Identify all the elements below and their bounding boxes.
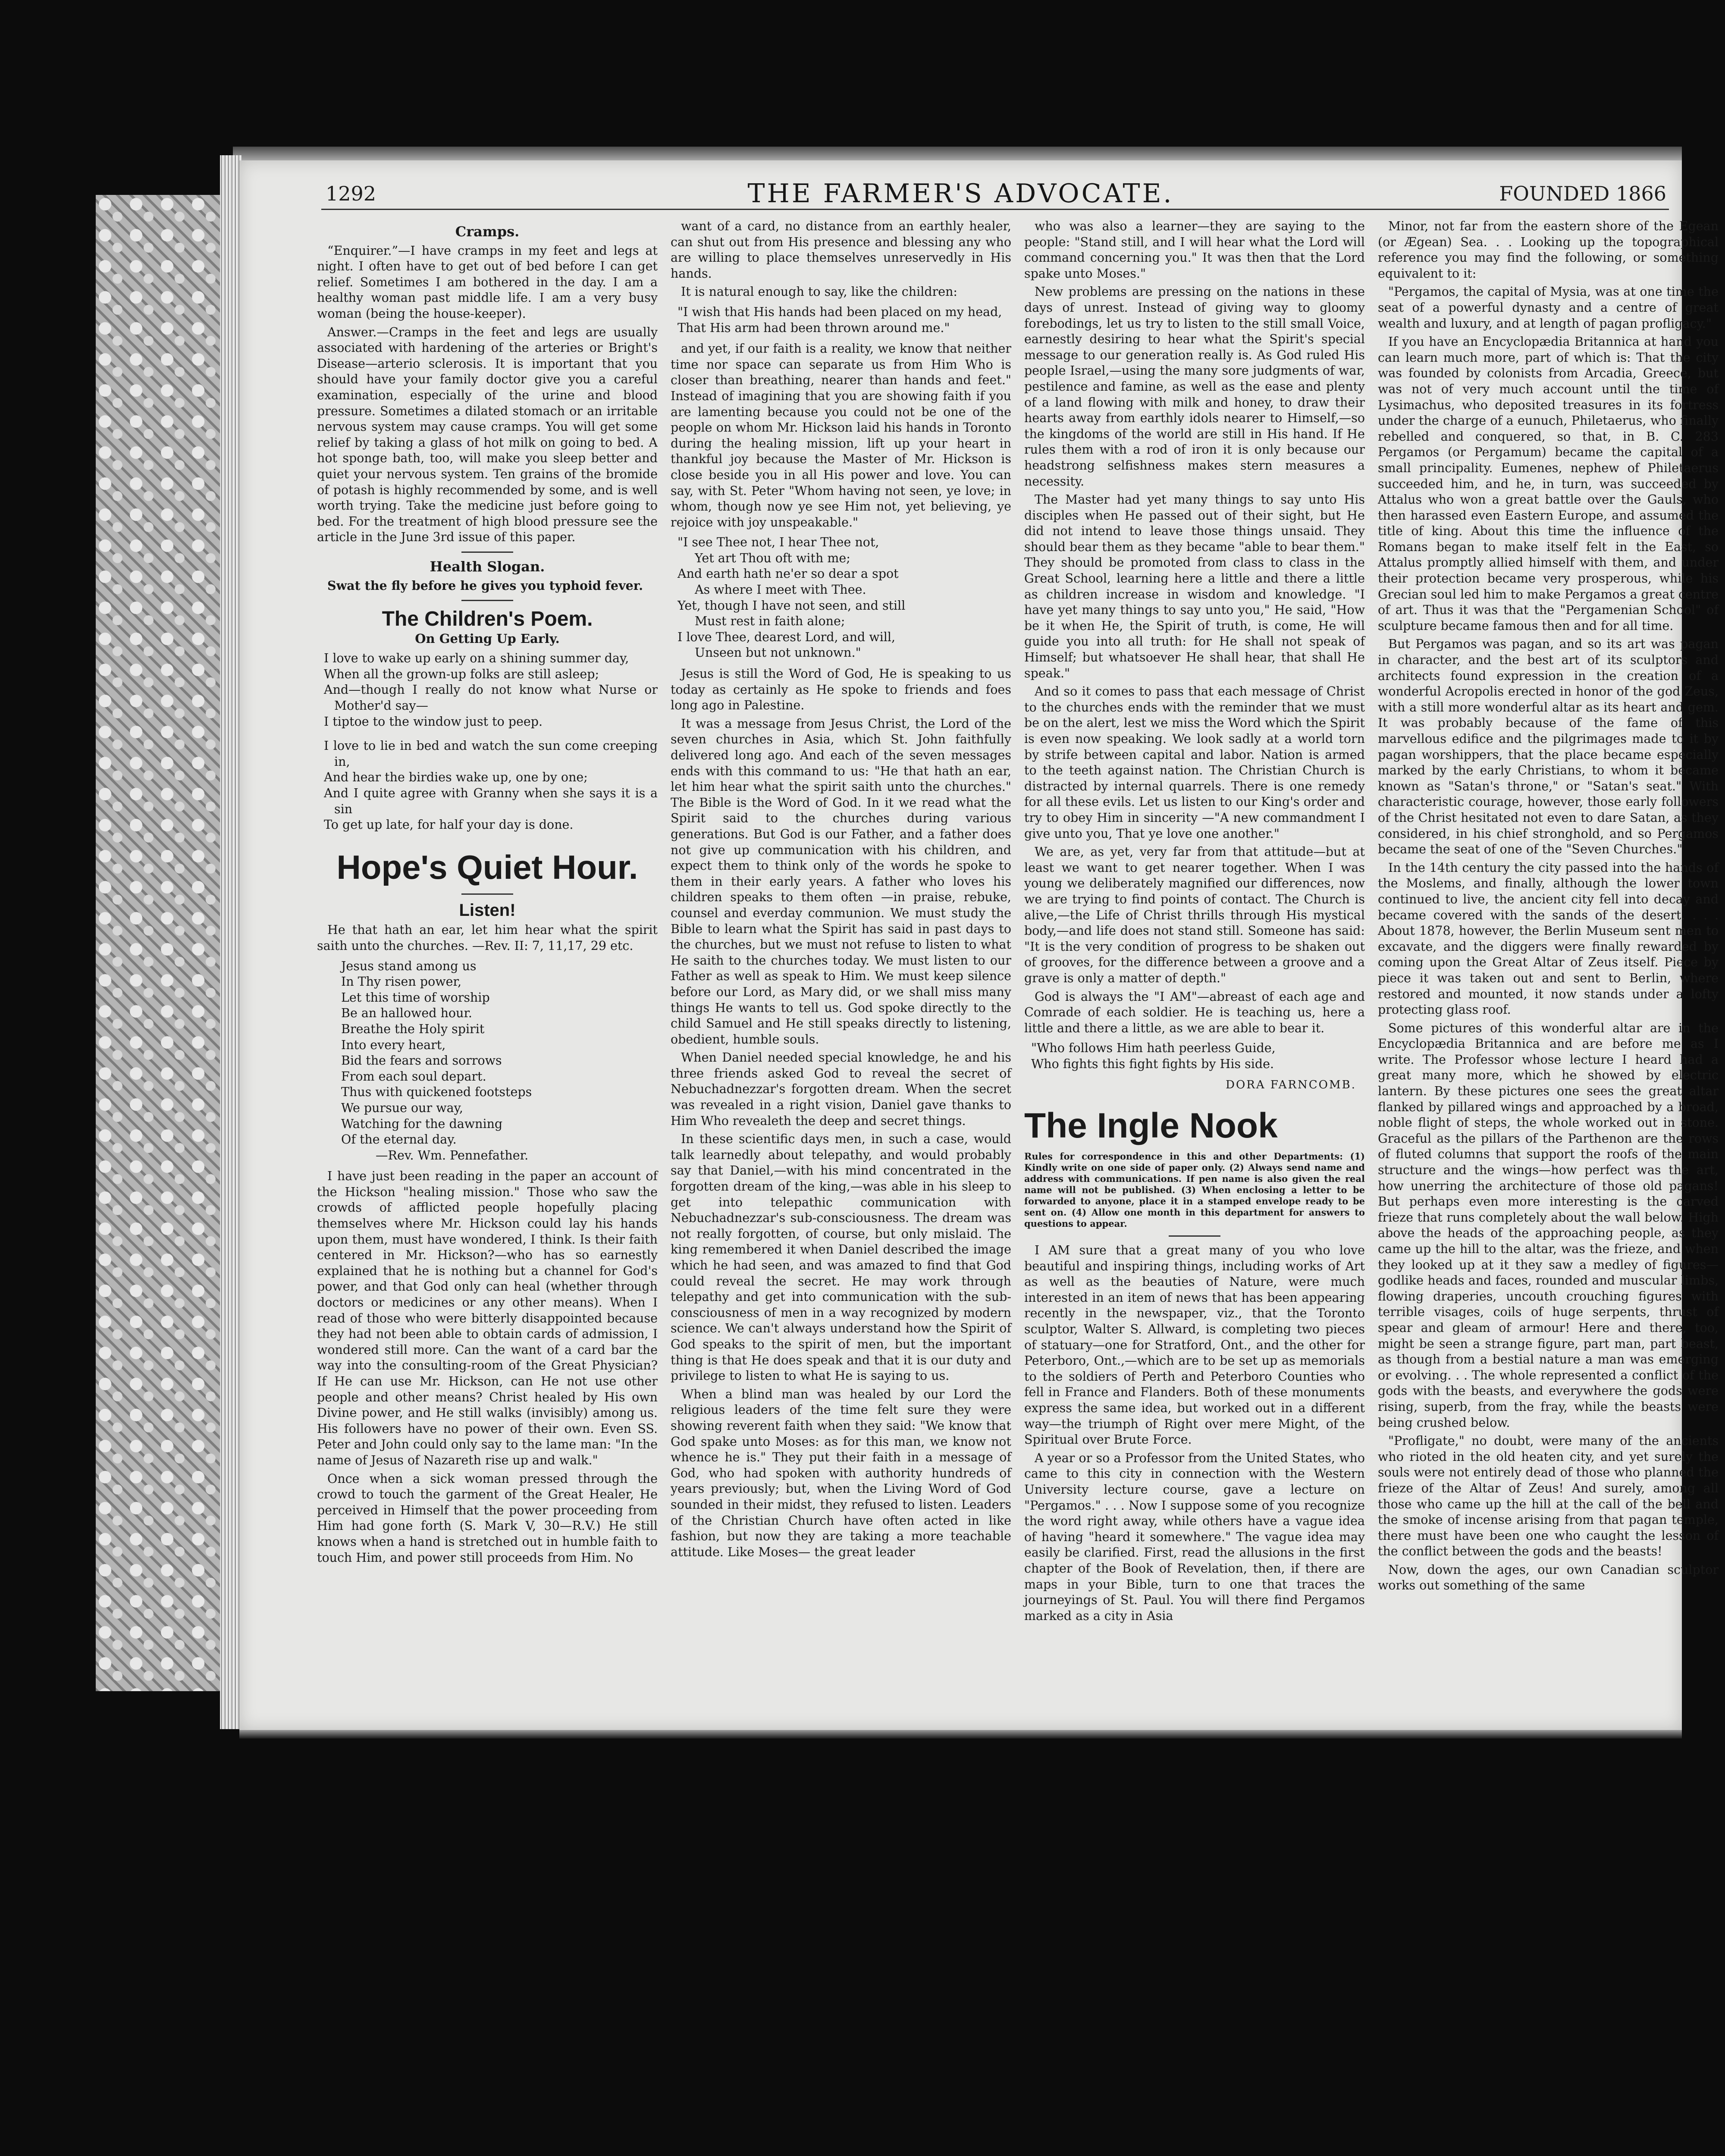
paragraph: In the 14th century the city passed into the hands of the Moslems, and finally, although the lower town continued to live, the ancient city fell into decay and became covered with the sands of the desert. . . . About 1878, however, the Berlin Museum sent men to excavate, and the diggers were finally rewarded by coming upon the Great Altar of Zeus itself. Piece by piece it was taken out and sent to Berlin, where restored and mounted, it now stands under a lofty protecting glass roof. — [1378, 860, 1719, 1017]
paragraph: God is always the "I AM"—abreast of each age and Comrade of each soldier. He is teaching us, here a little and there a little, as we are able to bear it. — [1024, 989, 1365, 1035]
poem-verse — [317, 651, 658, 833]
paragraph: I have just been reading in the paper an account of the Hickson "healing mission." Those who saw the crowds of afflicted people hopefully placing themselves where Mr. Hickson could lay his hands upon them, must have wondered, I think. Is their faith centered in Mr. Hickson?—who has so earnestly explained that he is nothing but a channel for God's power, and that God only can heal (whether through doctors or medicines or any other means). When I read of those who were bitterly disappointed because they had not been able to obtain cards of admission, I wondered still more. Can the want of a card bar the way into the consulting-room of the Great Physician? If He can use Mr. Hickson, can He not use other people and other means? Christ healed by His own Divine power, and He still walks (invisibly) among us. His followers have no power of their own. Even SS. Peter and John could only say to the lame man: "In the name of Jesus of Nazareth rise up and walk." — [317, 1169, 658, 1467]
paragraph: And so it comes to pass that each message of Christ to the churches ends with the reminder that we must be on the alert, lest we miss the Word which the Spirit is even now speaking. We look sadly at a world torn by strife between capital and labor. Nation is armed to the teeth against nation. The Christian Church is distracted by internal quarrels. There is one remedy for all these evils. Let us listen to our King's order and try to obey Him in sincerity —"A new commandment I give unto you, That ye love one another." — [1024, 684, 1365, 841]
hymn-author: —Rev. Wm. Pennefather. — [376, 1148, 529, 1163]
poem-line: And—though I really do not know what Nurse or Mother'd say— — [324, 683, 658, 713]
paragraph: and yet, if our faith is a reality, we know that neither time nor space can separate us from Him Who is closer than breathing, nearer than hands and feet." Instead of imagining that you are showing faith if you are lamenting because you could not be one of the people on whom Mr. Hickson laid his hands in Toronto during the healing mission, lift up your heart in thankful joy because the Master of Mr. Hickson is close beside you in all His power and love. You can say, with St. Peter "Whom having not seen, ye love; in whom, though now ye see Him not, yet believing, ye rejoice with joy unspeakable." — [671, 342, 1011, 530]
hymn-line: In Thy risen power, — [341, 975, 462, 989]
header-rule — [321, 209, 1669, 210]
paragraph: It is natural enough to say, like the children: — [681, 285, 958, 299]
paragraph: We are, as yet, very far from that attitude—but at least we want to get nearer together. When I was young we deliberately magnified our differences, now we are trying to find points of contact. The Church is alive,—the Life of Christ thrills through His mystical body,—and life does not stand still. Someone has said: "It is the very condition of progress to be shaken out of grooves, for the difference between a groove and a grave is only a matter of depth." — [1024, 845, 1365, 985]
page-number: 1292 — [326, 182, 376, 205]
poem-line: To get up late, for half your day is done. — [324, 818, 574, 832]
listen-heading: Listen! — [459, 900, 516, 920]
decorative-binding — [96, 195, 220, 1691]
hymn-line: Into every heart, — [341, 1037, 446, 1052]
poem-line: I love to lie in bed and watch the sun come creeping in, — [324, 739, 658, 769]
page-stack-edge — [220, 155, 242, 1729]
column-3 — [1024, 219, 1365, 1626]
paragraph: In these scientific days men, in such a case, would talk learnedly about telepathy, and would probably say that Daniel,—with his mind concentrated in the forgotten dream of the king,—was able in his sleep to get into telepathic communication with Nebuchadnezzar's sub-consciousness. The dream was not really forgotten, of course, but only mislaid. The king remembered it when Daniel described the image which he had seen, and was amazed to find that God could reveal the secret. He may work through telepathy and get into communication with the sub-consciousness of men in a way recognized by modern science. We can't always understand how the Spirit of God speaks to the spirit of men, but the important thing is that He does speak and that it is our duty and privilege to listen to what He is saying to us. — [671, 1132, 1011, 1383]
verse-line: Yet, though I have not seen, and still — [677, 598, 906, 613]
verse-line: I love Thee, dearest Lord, and will, — [677, 630, 896, 644]
poem-line: And I quite agree with Granny when she says it is a sin — [324, 786, 658, 816]
paragraph: It was a message from Jesus Christ, the Lord of the seven churches in Asia, which St. John faithfully delivered long ago. And each of the seven messages ends with this command to us: "He that hath an ear, let him hear what the spirit saith unto the churches." The Bible is the Word of God. In it we read what the Spirit said to the churches during various generations. But God is our Father, and a father does not give up communication with his children, and expect them to think only of the words he spoke to them in their early years. A father who loves his children speaks to them often —in praise, rebuke, counsel and everday communion. We must study the Bible to learn what the Spirit has said in past days to the churches, but we must not refuse to listen to what He saith to the churches today. We must listen to our Father as well as speak to Him. We must keep silence before our Lord, as Mary did, or we shall miss many things He wants to tell us. God spoke directly to the child Samuel and He still speaks directly to listening, obedient, humble souls. — [671, 716, 1011, 1047]
signature: DORA FARNCOMB. — [1226, 1078, 1356, 1092]
paragraph: Now, down the ages, our own Canadian sculptor works out something of the same — [1378, 1562, 1719, 1593]
slogan-text: Swat the fly before he gives you typhoid fever. — [327, 578, 643, 593]
paragraph: When Daniel needed special knowledge, he and his three friends asked God to reveal the secret of Nebuchadnezzar's forgotten dream. When the secret was revealed in a right vision, Daniel gave thanks to Him Who revealeth the deep and secret things. — [671, 1050, 1011, 1128]
paragraph: New problems are pressing on the nations in these days of unrest. Instead of giving way to gloomy forebodings, let us try to listen to the still small Voice, earnestly desiring to hear what the Spirit's special message to our generation really is. As God ruled His people Israel,—using the many sore judgments of war, pestilence and famine, as well as the ease and plenty of a land flowing with milk and honey, to draw their hearts away from earthly idols nearer to Himself,—so the kingdoms of the world are still in His hand. If He rules them with a rod of iron it is only because our headstrong selfishness makes stern measures a necessity. — [1024, 285, 1365, 489]
paragraph: The Master had yet many things to say unto His disciples when He passed out of their sight, but He did not intend to leave those things unsaid. They should bear them as they became "able to bear them." They should be promoted from class to class in the Great School, learning here a little and there a little as children increase in wisdom and knowledge. "I have yet many things to say unto you," He said, "How be it when He, the Spirit of truth, is come, He will guide you into all truth: for He shall not speak of Himself; but whatsoever He shall hear, that shall He speak." — [1024, 492, 1365, 680]
poem-line: I love to wake up early on a shining summer day, — [324, 651, 629, 666]
verse-line: Unseen but not unknown." — [695, 646, 861, 660]
paragraph: want of a card, no distance from an earthly healer, can shut out from His presence and blessing any who are willing to place themselves unreservedly in His hands. — [671, 219, 1011, 281]
hymn-line: Bid the fears and sorrows — [341, 1053, 502, 1068]
paragraph: If you have an Encyclopædia Britannica at hand you can learn much more, part of which is: That the city was founded by colonists from Arcadia, Greece, but was not of very much account until the time of Lysimachus, who deposited treasures in its fortress under the charge of a eunuch, Philetaerus, who finally rebelled and conquered, so that, in B. C. 283 Pergamos (or Pergamum) became the capital of a small principality. Eumenes, nephew of Philetaerus succeeded him, and he, in turn, was succeeded by Attalus who won a great battle over the Gauls, who then harassed even Eastern Europe, and assumed the title of king. About this time the influence of the Romans began to make itself felt in the East, so Attalus promptly allied himself with them, and under their protection became very prosperous, while his Grecian soul led him to make Pergamos a great centre of art. Thus it was that the "Pergamenian School" of sculpture became famous then and for all time. — [1378, 335, 1719, 633]
verse-line: "Who follows Him hath peerless Guide, — [1031, 1041, 1276, 1056]
hymn-line: Jesus stand among us — [341, 959, 477, 973]
verse-line: Yet art Thou oft with me; — [695, 551, 850, 565]
divider — [1169, 1235, 1220, 1237]
page-bottom-edge — [239, 1730, 1682, 1739]
cramps-question: “Enquirer.”—I have cramps in my feet and legs at night. I often have to get out of bed before I can get relief. Sometimes I am bothered in the day. I am a healthy woman past middle life. I am a very busy woman (being the house-keeper). — [317, 243, 658, 321]
masthead-title: THE FARMER'S ADVOCATE. — [747, 179, 1174, 209]
scripture: He that hath an ear, let him hear what the spirit saith unto the churches. —Rev. II: 7, 11,17, 29 etc. — [317, 923, 658, 953]
paragraph: Once when a sick woman pressed through the crowd to touch the garment of the Great Healer, He perceived in Himself that the power proceeding from Him had gone forth (S. Mark V, 30—R.V.) He still knows when a hand is stretched out in humble faith to touch Him, and power still proceeds from Him. No — [317, 1471, 658, 1565]
verse-line: "I see Thee not, I hear Thee not, — [677, 535, 879, 550]
paragraph: "Pergamos, the capital of Mysia, was at one time the seat of a powerful dynasty and a centre of great wealth and luxury, and at length of pagan profligacy." — [1378, 285, 1719, 331]
paragraph: When a blind man was healed by our Lord the religious leaders of the time felt sure they were showing reverent faith when they said: "We know that God spake unto Moses: as for this man, we know not whence he is." They put their faith in a message of God, who had spoken with authority hundreds of years previously; but, when the Living Word of God sounded in their midst, they refused to listen. Leaders of the Christian Church have often acted in like fashion, but now they are taking a more teachable attitude. Like Moses— the great leader — [671, 1387, 1011, 1559]
hymn-line: From each soul depart. — [341, 1069, 486, 1084]
column-1 — [317, 219, 658, 1568]
paragraph: "Profligate," no doubt, were many of the ancients who rioted in the old heaten city, and yet surely the souls were not entirely dead of those who planned the frieze of the Altar of Zeus! And surely, among all those who came up the hill at the call of the bell and the smoke of incense arising from that pagan temple, there must have been one who caught the lesson of the conflict between the gods and the beasts! — [1378, 1434, 1719, 1559]
newspaper-page — [239, 160, 1719, 1730]
poem-heading: The Children's Poem. — [382, 608, 593, 631]
verse — [1024, 1040, 1365, 1072]
poem-line: And hear the birdies wake up, one by one; — [324, 770, 588, 785]
verse — [671, 304, 1011, 336]
cramps-answer: Answer.—Cramps in the feet and legs are usually associated with hardening of the arteries or Bright's Disease—arterio sclerosis. It is important that you should have your family doctor give you a careful examination, especially of the urine and blood pressure. Sometimes a dilated stomach or an irritable nervous system may cause cramps. You will get some relief by taking a glass of hot milk on going to bed. A hot sponge bath, too, will make you sleep better and quiet your nervous system. Ten grains of the bromide of potash is highly recommended by some, and is well worth trying. Take the medicine just before going to bed. For the treatment of high blood pressure see the article in the June 3rd issue of this paper. — [317, 325, 658, 545]
verse-line: Who fights this fight fights by His side. — [1031, 1056, 1274, 1071]
paragraph: Minor, not far from the eastern shore of the Egean (or Ægean) Sea. . . Looking up the topographical reference you may find the following, or something equivalent to it: — [1378, 219, 1719, 281]
paragraph: Some pictures of this wonderful altar are in the Encyclopædia Britannica and are before me as I write. The Professor whose lecture I heard had a great many more, which he showed by electric lantern. By these pictures one sees the great altar flanked by pillared wings and approached by a broad, noble flight of steps, the whole worked out in stone. Graceful as the pillars of the Parthenon are the rows of fluted columns that support the roofs of the main structure and the wings—how perfect was the art, how unerring the architecture of those old pagans! But perhaps even more interesting is the carved frieze that runs completely about the wall below. High above the heads of the approaching people, as they came up the hill to the altar, was the frieze, and when they looked up at it they saw a medley of figures—godlike heads and faces, rounded and muscular limbs, flowing draperies, uncouth crouching figures with terrible visages, coils of huge serpents, thrust of spear and gleam of armour! Here and there, too, might be seen a strange figure, part man, part beast, as though from a bestial nature a man was emerging or evolving. . . The whole represented a conflict of the gods with the beasts, and everywhere the gods were rising, superb, from the fray, while the beasts were being crushed below. — [1378, 1021, 1719, 1430]
verse — [671, 535, 1011, 661]
paragraph: But Pergamos was pagan, and so its art was pagan in character, and the best art of its sculptors and architects found expression in the creation of a wonderful Acropolis erected in honor of the god Zeus, with a still more wonderful altar as its heart and gem. It was probably because of the fame of this marvellous edifice and the pilgrimages made to it by pagan worshippers, that the place became especially marked by the early Christians, to whom it became known as "Satan's throne," or "Satan's seat." With characteristic courage, however, those early followers of the Christ hesitated not even to dare Satan, as they considered, in his chief stronghold, and so Pergamos became the seat of one of the "Seven Churches." — [1378, 637, 1719, 857]
poem-line: I tiptoe to the window just to peep. — [324, 714, 543, 729]
column-2 — [671, 219, 1011, 1563]
correspondence-rules: Rules for correspondence in this and other Departments: (1) Kindly write on one side of paper only. (2) Always send name and address with communications. If pen name is also given the real name will not be published. (3) When enclosing a letter to be forwarded to anyone, place it in a stamped envelope ready to be sent on. (4) Allow one month in this department for answers to questions to appear. — [1024, 1151, 1365, 1229]
paragraph: A year or so a Professor from the United States, who came to this city in connection with the Western University lecture course, gave a lecture on "Pergamos." . . . Now I suppose some of you recognize the word right away, while others have a vague idea of having "heard it somewhere." The vague idea may easily be clarified. First, read the allusions in the first chapter of the Book of Revelation, then, if there are maps in your Bible, turn to one that traces the journeyings of St. Paul. You will there find Pergamos marked as a city in Asia — [1024, 1451, 1365, 1623]
hymn-line: Breathe the Holy spirit — [341, 1022, 485, 1036]
hymn-line: Of the eternal day. — [341, 1132, 457, 1147]
hymn-line: Watching for the dawning — [341, 1116, 503, 1131]
poem-line: When all the grown-up folks are still asleep; — [324, 667, 599, 681]
ingle-nook-heading: The Ingle Nook — [1024, 1106, 1278, 1146]
divider — [461, 552, 513, 553]
divider — [461, 893, 513, 895]
paragraph: who was also a learner—they are saying to the people: "Stand still, and I will hear what the Lord will command concerning you." It was then that the Lord spake unto Moses." — [1024, 219, 1365, 281]
verse-line: "I wish that His hands had been placed on my head, — [677, 304, 1002, 319]
column-4 — [1378, 219, 1719, 1596]
hymn-line: Be an hallowed hour. — [341, 1006, 472, 1021]
poem-subheading: On Getting Up Early. — [415, 631, 560, 646]
hymn — [317, 959, 658, 1164]
cramps-heading: Cramps. — [455, 223, 520, 240]
page-header — [239, 179, 1682, 209]
founded-label: FOUNDED 1866 — [1499, 182, 1666, 205]
hymn-line: Thus with quickened footsteps — [341, 1085, 532, 1100]
hymn-line: We pursue our way, — [341, 1100, 463, 1115]
verse-line: And earth hath ne'er so dear a spot — [677, 567, 899, 581]
hymn-line: Let this time of worship — [341, 990, 490, 1005]
verse-line: That His arm had been thrown around me." — [677, 320, 950, 335]
paragraph: Jesus is still the Word of God, He is speaking to us today as certainly as He spoke to friends and foes long ago in Palestine. — [671, 667, 1011, 713]
verse-line: Must rest in faith alone; — [695, 614, 845, 629]
divider — [461, 600, 513, 601]
hope-heading: Hope's Quiet Hour. — [336, 848, 638, 886]
verse-line: As where I meet with Thee. — [695, 583, 866, 597]
paragraph: I AM sure that a great many of you who love beautiful and inspiring things, including works of Art as well as the beauties of Nature, were much interested in an item of news that has been appearing recently in the newspaper, viz., that the Toronto sculptor, Walter S. Allward, is completing two pieces of statuary—one for Stratford, Ont., and the other for Peterboro, Ont.,—which are to be set up as memorials to the soldiers of Perth and Peterboro Counties who fell in France and Flanders. Both of these monuments express the same idea, but worked out in a different way—the triumph of Right over mere Might, of the Spiritual over Brute Force. — [1024, 1243, 1365, 1447]
slogan-heading: Health Slogan. — [430, 558, 545, 575]
